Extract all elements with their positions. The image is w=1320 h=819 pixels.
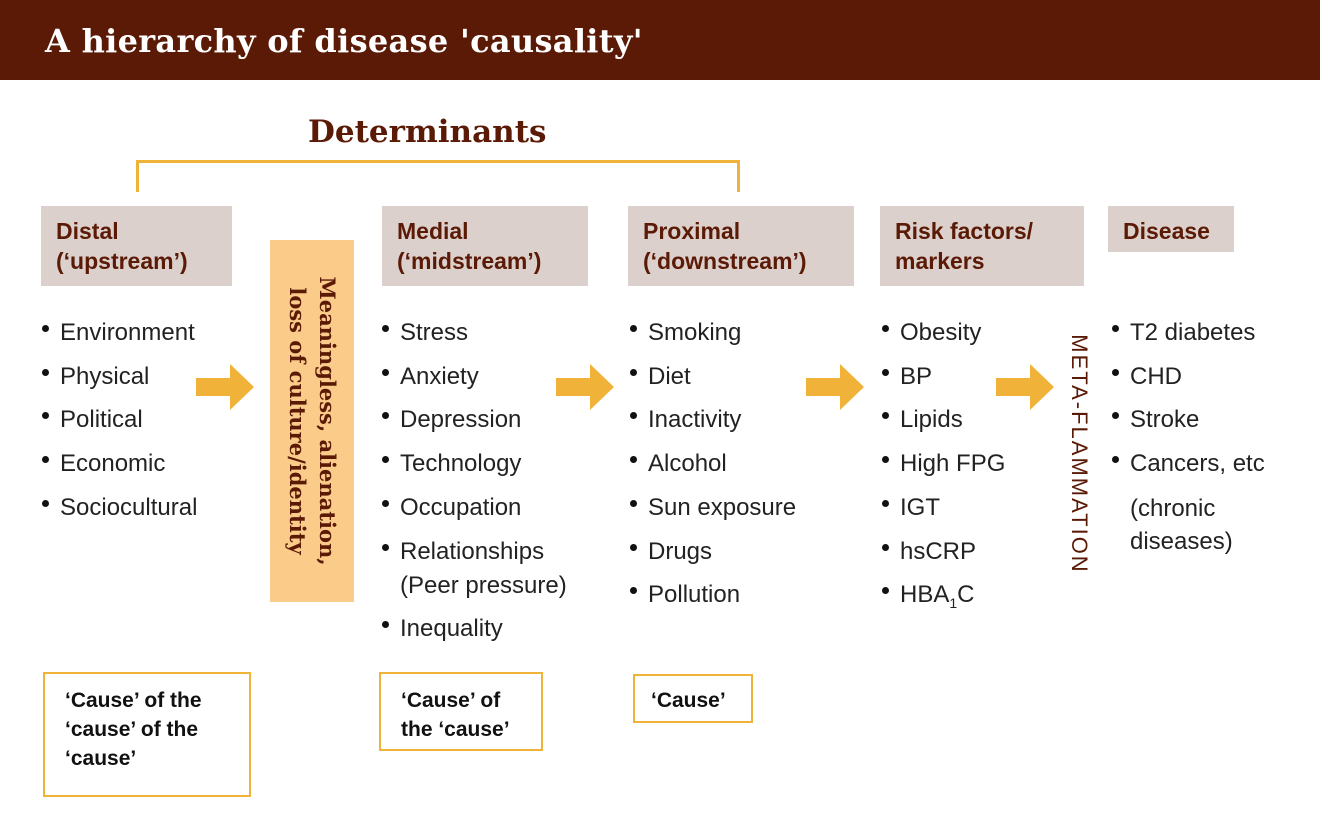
medial-heading-line-1: Medial — [397, 218, 469, 244]
list-item: High FPG — [882, 442, 1005, 486]
distal-heading-line-1: Distal — [56, 218, 119, 244]
list-item: Smoking — [630, 311, 796, 355]
note-line-1: (chronic — [1130, 494, 1216, 522]
medial-list — [382, 311, 567, 650]
proximal-cause-box — [633, 674, 753, 723]
list-item: Sociocultural — [42, 486, 197, 530]
list-item: Anxiety — [382, 355, 567, 399]
list-item: Environment — [42, 311, 197, 355]
list-item-text: Relationships — [400, 537, 545, 565]
hba1c-subscript: 1 — [949, 595, 958, 612]
list-item — [382, 530, 567, 607]
proximal-heading — [628, 206, 854, 286]
list-item: CHD — [1112, 355, 1265, 399]
list-item: BP — [882, 355, 1005, 399]
hba1c-text: HBA — [900, 581, 950, 609]
list-item: Inactivity — [630, 398, 796, 442]
list-item: Stroke — [1112, 398, 1265, 442]
list-item: Physical — [42, 355, 197, 399]
list-item: Drugs — [630, 530, 796, 574]
list-item: Occupation — [382, 486, 567, 530]
list-item: Pollution — [630, 573, 796, 617]
risk-factors-heading — [880, 206, 1084, 286]
list-item: Stress — [382, 311, 567, 355]
distal-heading — [41, 206, 232, 286]
determinants-bracket — [136, 160, 740, 192]
arrow-right-icon — [806, 364, 864, 410]
list-item: IGT — [882, 486, 1005, 530]
page-title: A hierarchy of disease 'causality' — [45, 22, 643, 60]
distal-list — [42, 311, 197, 530]
meta-flammation-label: META-FLAMMATION — [1067, 334, 1092, 574]
hba1c-suffix: C — [957, 581, 975, 609]
proximal-list — [630, 311, 796, 617]
list-item: Lipids — [882, 398, 1005, 442]
disease-heading-line-1: Disease — [1123, 218, 1210, 244]
determinants-label: Determinants — [308, 114, 547, 150]
risk-factors-list — [882, 311, 1005, 626]
risk-factors-heading-line-2: markers — [895, 248, 985, 274]
list-item: Political — [42, 398, 197, 442]
alienation-text — [282, 276, 342, 565]
arrow-right-icon — [996, 364, 1054, 410]
list-item: Economic — [42, 442, 197, 486]
distal-cause-box — [43, 672, 251, 797]
arrow-right-icon — [196, 364, 254, 410]
distal-heading-line-2: (‘upstream’) — [56, 248, 188, 274]
list-item: T2 diabetes — [1112, 311, 1265, 355]
list-item: Alcohol — [630, 442, 796, 486]
medial-heading — [382, 206, 588, 286]
alienation-text-line-1: Meaningless, alienation, — [315, 276, 340, 566]
alienation-text-line-2: loss of culture/identity — [285, 287, 310, 555]
list-item-subtext: (Peer pressure) — [400, 571, 567, 599]
list-item-note — [1112, 486, 1265, 558]
list-item: Obesity — [882, 311, 1005, 355]
list-item: Sun exposure — [630, 486, 796, 530]
list-item: Diet — [630, 355, 796, 399]
medial-cause-line-2: the ‘cause’ — [401, 718, 510, 741]
list-item: Technology — [382, 442, 567, 486]
list-item: Depression — [382, 398, 567, 442]
risk-factors-heading-line-1: Risk factors/ — [895, 218, 1034, 244]
proximal-cause-line-1: ‘Cause’ — [651, 689, 726, 712]
note-line-2: diseases) — [1130, 527, 1233, 555]
proximal-heading-line-2: (‘downstream’) — [643, 248, 807, 274]
disease-list — [1112, 311, 1265, 558]
list-item: Cancers, etc — [1112, 442, 1265, 486]
list-item: hsCRP — [882, 530, 1005, 574]
disease-heading — [1108, 206, 1234, 252]
medial-cause-box — [379, 672, 543, 751]
list-item: Inequality — [382, 607, 567, 651]
distal-cause-line-1: ‘Cause’ of the — [65, 689, 202, 712]
list-item — [882, 573, 1005, 626]
title-bar — [0, 0, 1320, 80]
alienation-box — [270, 240, 354, 602]
distal-cause-line-2: ‘cause’ of the — [65, 718, 199, 741]
distal-cause-line-3: ‘cause’ — [65, 747, 137, 770]
medial-cause-line-1: ‘Cause’ of — [401, 689, 501, 712]
medial-heading-line-2: (‘midstream’) — [397, 248, 542, 274]
arrow-right-icon — [556, 364, 614, 410]
proximal-heading-line-1: Proximal — [643, 218, 741, 244]
